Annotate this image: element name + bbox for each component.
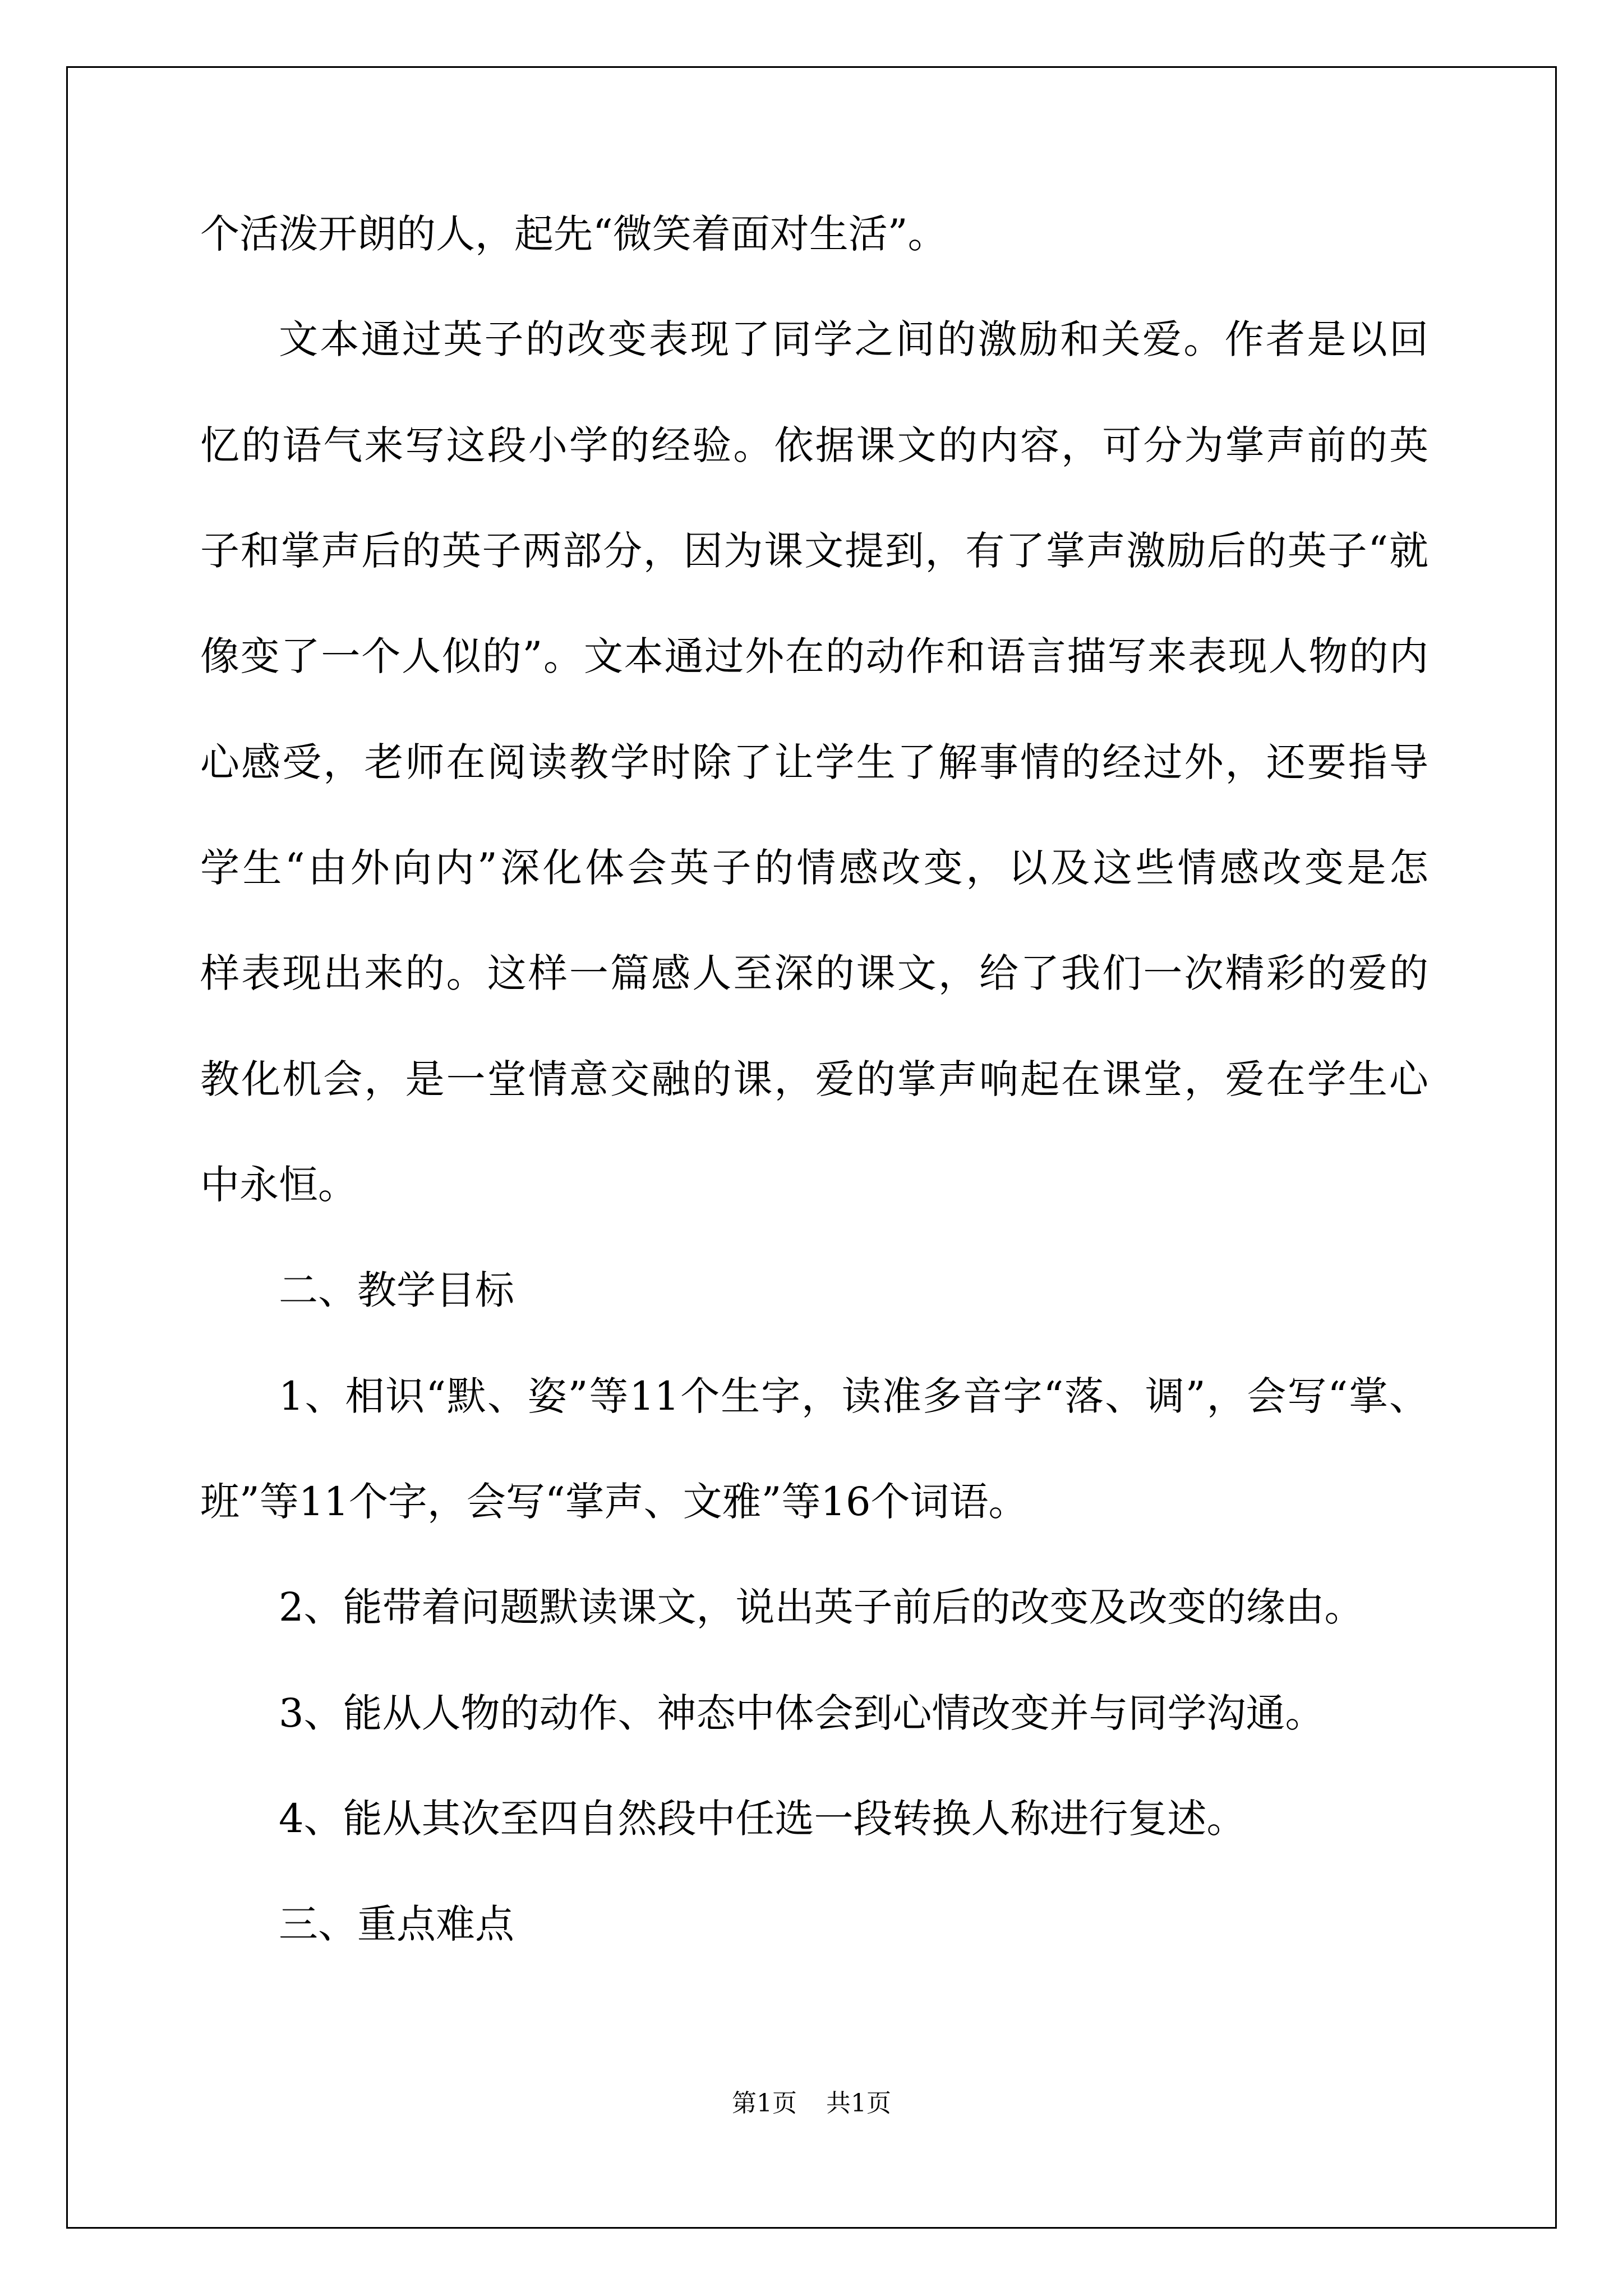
text-line: 文本通过英子的改变表现了同学之间的激励和关爱。作者是以回	[279, 316, 1428, 362]
text-line: 样表现出来的。这样一篇感人至深的课文，给了我们一次精彩的爱的	[200, 950, 1428, 996]
text-line: 2、能带着问题默读课文，说出英子前后的改变及改变的缘由。	[279, 1584, 1364, 1630]
text-line: 中永恒。	[200, 1162, 357, 1208]
text-line: 个活泼开朗的人，起先“微笑着面对生活”。	[200, 211, 947, 257]
section-heading: 三、重点难点	[279, 1901, 514, 1947]
text-line: 学生“由外向内”深化体会英子的情感改变，以及这些情感改变是怎	[200, 845, 1428, 891]
text-line: 心感受，老师在阅读教学时除了让学生了解事情的经过外，还要指导	[200, 739, 1428, 785]
text-line: 4、能从其次至四自然段中任选一段转换人称进行复述。	[279, 1796, 1246, 1842]
text-line: 子和掌声后的英子两部分，因为课文提到，有了掌声激励后的英子“就	[200, 528, 1428, 574]
text-line: 教化机会，是一堂情意交融的课，爱的掌声响起在课堂，爱在学生心	[200, 1056, 1428, 1102]
text-line: 3、能从人物的动作、神态中体会到心情改变并与同学沟通。	[279, 1690, 1325, 1736]
page-total: 共1页	[826, 2089, 891, 2118]
text-line: 忆的语气来写这段小学的经验。依据课文的内容，可分为掌声前的英	[200, 422, 1428, 468]
page-footer	[0, 2087, 1623, 2120]
section-heading: 二、教学目标	[279, 1267, 514, 1313]
text-line: 像变了一个人似的”。文本通过外在的动作和语言描写来表现人物的内	[200, 633, 1428, 679]
page-number: 第1页	[732, 2089, 797, 2118]
text-line: 1、相识“默、姿”等11个生字，读准多音字“落、调”，会写“掌、	[279, 1373, 1428, 1419]
text-line: 班”等11个字，会写“掌声、文雅”等16个词语。	[200, 1479, 1028, 1525]
